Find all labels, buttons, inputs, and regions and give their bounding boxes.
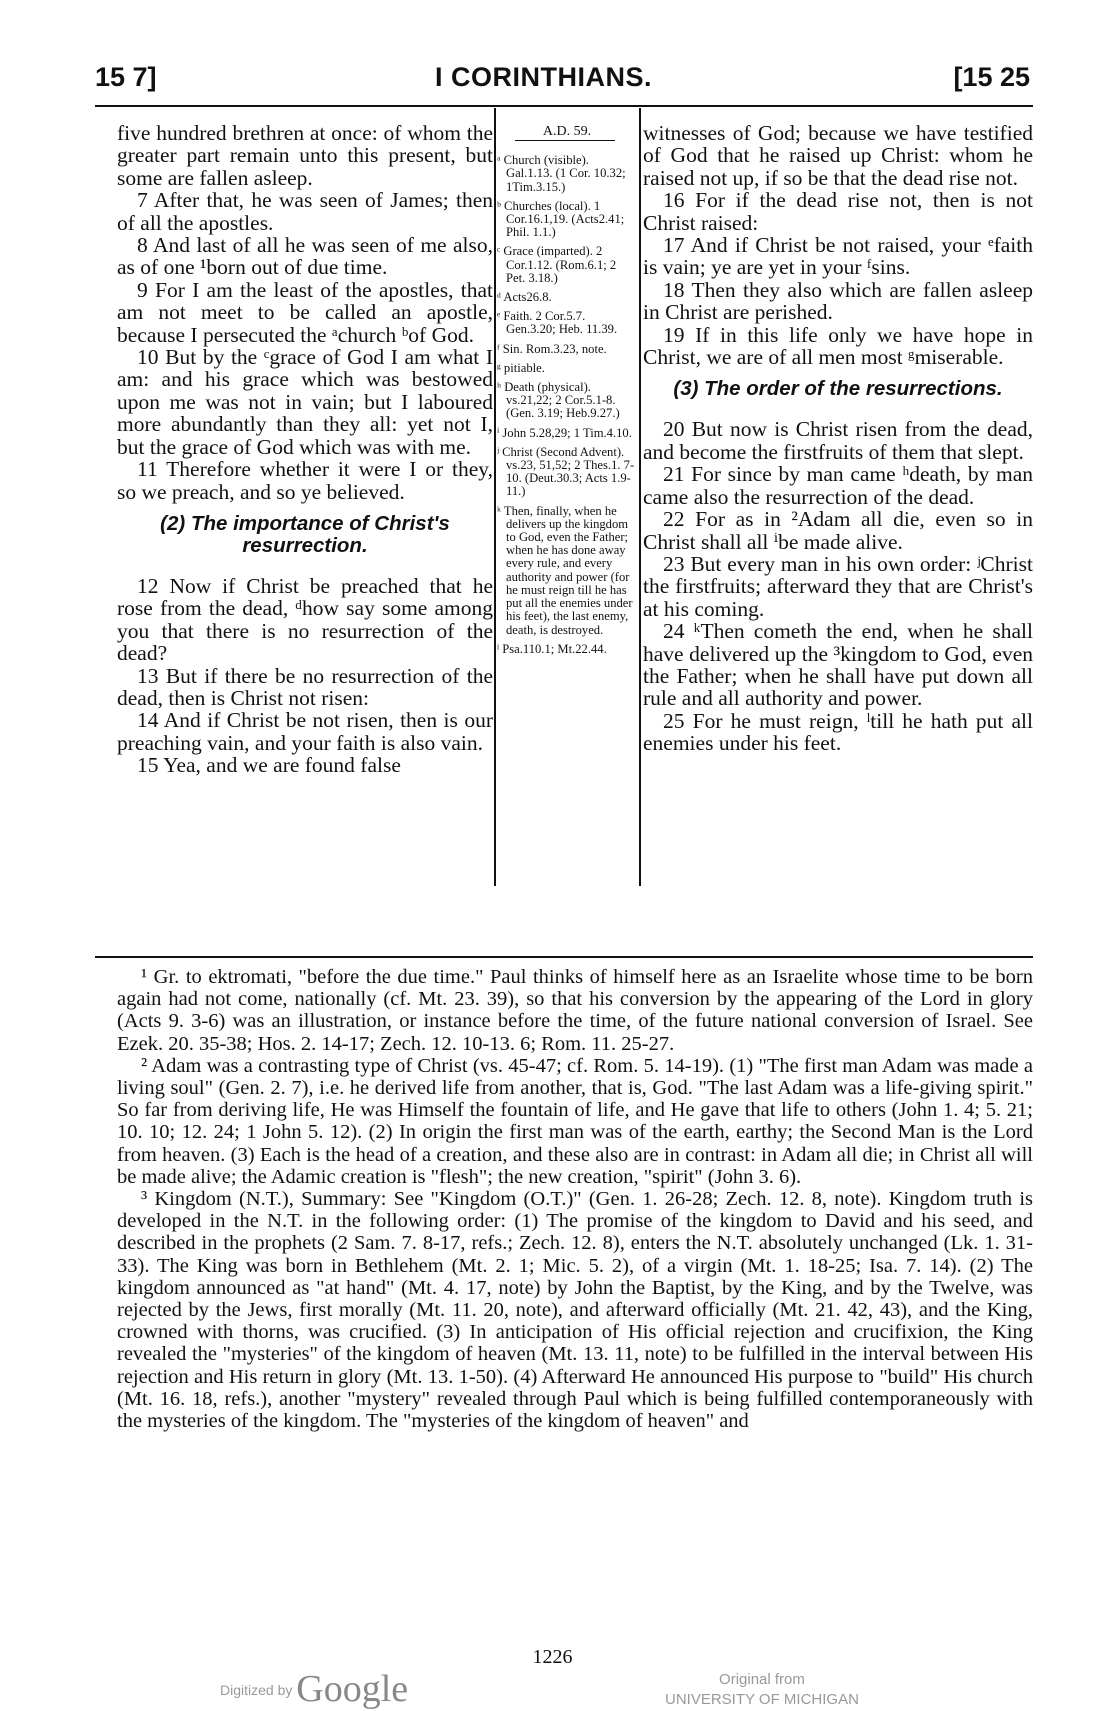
verse-paragraph: 24 ᵏThen cometh the end, when he shall have delivered up the ³kingdom to God, even the Father; when he shall have put down all rule and all authority and power. <box>643 619 1033 711</box>
verse-paragraph: 16 For if the dead rise not, then is not Christ raised: <box>643 188 1033 235</box>
verse-paragraph: 15 Yea, and we are found false <box>137 753 401 778</box>
header-left-reference: 15 7] <box>95 62 157 92</box>
margin-note: ʰ Death (physical). vs.21,22; 2 Cor.5.1-8. (Gen. 3.19; Heb.9.27.) <box>497 380 620 421</box>
verse-paragraph: 13 But if there be no resurrection of the dead, then is Christ not risen: <box>117 663 493 710</box>
footnote-rule <box>95 956 1033 958</box>
section-heading: (3) The order of the resurrections. <box>673 377 1003 401</box>
verse-paragraph: 12 Now if Christ be preached that he rose from the dead, ᵈhow say some among you that there is no resurrection of the dead? <box>117 573 493 666</box>
margin-note: ᵉ Faith. 2 Cor.5.7. Gen.3.20; Heb. 11.39. <box>497 309 618 337</box>
verse-paragraph: 9 For I am the least of the apostles, that am not meet to be called an apostle, because I persecuted the ᵃchurch ᵇof God. <box>117 277 493 347</box>
running-header <box>95 62 1030 100</box>
digitized-label: Digitized by <box>220 1682 293 1698</box>
page-number: 1226 <box>532 1646 573 1668</box>
verse-paragraph: 22 For as in ²Adam all die, even so in Christ shall all ⁱbe made alive. <box>643 507 1033 554</box>
footnote: ² Adam was a contrasting type of Christ (vs. 45-47; cf. Rom. 5. 14-19). (1) "The first man Adam was made a living soul" (Gen. 2. 7), i.e. he derived life from another, that is, God. "The last Adam was a life-giving spirit." So far from deriving life, He was Himself the fountain of life, and He gave that life to others (John 1. 4; 5. 21; 10. 10; 12. 24; 1 John 5. 12). (2) In origin the first man was of the earth, earthy; the Second Man is the Lord from heaven. (3) Each is the head of a creation, and these also are in contrast: in Adam all die; in Christ all will be made alive; the Adamic creation is "flesh"; the new creation, "spirit" (John 3. 6). <box>117 1054 1033 1188</box>
margin-note: ᶜ Grace (imparted). 2 Cor.1.12. (Rom.6.1; 2 Pet. 3.18.) <box>497 244 617 285</box>
verse-paragraph: 20 But now is Christ risen from the dead, and become the firstfruits of them that slept. <box>643 417 1033 464</box>
margin-note: ⁱ John 5.28,29; 1 Tim.4.10. <box>497 425 632 440</box>
margin-note: ʲ Christ (Second Advent). vs.23, 51,52; 2 Thes.1. 7-10. (Deut.30.3; Acts 1.9-11.) <box>497 444 635 499</box>
verse-paragraph: 23 But every man in his own order: ʲChrist the firstfruits; afterward they that are Christ's at his coming. <box>643 551 1033 621</box>
header-book-title: I CORINTHIANS. <box>435 62 653 92</box>
verse-paragraph: witnesses of God; because we have testified of God that he raised up Christ: whom he raised not up, if so be that the dead rise not. <box>643 121 1033 190</box>
column-divider-left <box>494 108 496 886</box>
verse-paragraph: 11 Therefore whether it were I or they, so we preach, and so ye believed. <box>117 457 493 504</box>
verse-paragraph: 7 After that, he was seen of James; then of all the apostles. <box>117 188 493 235</box>
verse-paragraph: 14 And if Christ be not risen, then is our preaching vain, and your faith is also vain. <box>117 708 493 755</box>
margin-note: ᵏ Then, finally, when he delivers up the kingdom to God, even the Father; when he has done away every rule, and every authority and power (for he must reign till he has put all the enemies under his feet), the last enemy, death, is destroyed. <box>497 503 633 637</box>
verse-paragraph: 19 If in this life only we have hope in Christ, we are of all men most ᵍmiserable. <box>643 322 1033 370</box>
original-source-watermark <box>665 1670 859 1710</box>
footnotes <box>117 966 1033 1432</box>
header-right-reference: [15 25 <box>953 62 1030 92</box>
margin-note: ᶠ Sin. Rom.3.23, note. <box>497 341 607 356</box>
section-heading: (2) The importance of Christ's resurrection. <box>160 511 450 557</box>
original-from-label: Original from <box>719 1671 805 1688</box>
margin-references-column <box>497 122 637 662</box>
original-source-name: UNIVERSITY OF MICHIGAN <box>665 1691 859 1708</box>
verse-paragraph: 17 And if Christ be not raised, your ᵉfaith is vain; ye are yet in your ᶠsins. <box>643 233 1033 280</box>
right-text-column <box>643 122 1033 755</box>
digitized-by-watermark <box>220 1667 408 1711</box>
column-divider-right <box>639 108 641 886</box>
verse-paragraph: five hundred brethren at once: of whom the greater part remain unto this present, but some are fallen asleep. <box>117 121 493 190</box>
header-rule <box>95 105 1033 107</box>
margin-note: ᵇ Churches (local). 1 Cor.16.1,19. (Acts2.41; Phil. 1.1.) <box>497 198 625 240</box>
footnote: ³ Kingdom (N.T.), Summary: See "Kingdom (O.T.)" (Gen. 1. 26-28; Zech. 12. 8, note). Kingdom truth is developed in the N.T. in the following order: (1) The promise of the kingdom to David and his seed, and described in the prophets (2 Sam. 7. 8-17, refs.; Zech. 12. 8), enters the N.T. absolutely unchanged (Lk. 1. 31-33). The King was born in Bethlehem (Mt. 2. 1; Mic. 5. 2), of a virgin (Mt. 1. 18-25; Isa. 7. 14). (2) The kingdom announced as "at hand" (Mt. 4. 17, note) by John the Baptist, by the King, and by the Twelve, was rejected by the Jews, first morally (Mt. 11. 20, note), and afterward officially (Mt. 21. 42, 43), and the King, crowned with thorns, was crucified. (3) In anticipation of His official rejection and crucifixion, the King revealed the "mysteries" of the kingdom of heaven (Mt. 13. 11, note) to be fulfilled in the interval between His rejection and His return in glory (Mt. 13. 1-50). (4) Afterward He announced His purpose to "build" His church (Mt. 16. 18, refs.), another "mystery" revealed through Paul which is being fulfilled contemporaneously with the mysteries of the kingdom. The "mysteries of the kingdom of heaven" and <box>117 1188 1033 1433</box>
footnote: ¹ Gr. to ektromati, "before the due time." Paul thinks of himself here as an Israelite whose time to be born again had not come, nationally (cf. Mt. 23. 39), so that his conversion by the appearing of the Lord in glory (Acts 9. 3-6) was an illustration, or instance before the time, of the future national conversion of Israel. See Ezek. 20. 35-38; Hos. 2. 14-17; Zech. 12. 10-13. 6; Rom. 11. 25-27. <box>117 966 1033 1055</box>
left-text-column <box>117 122 493 777</box>
margin-note: ᵈ Acts26.8. <box>497 290 552 305</box>
margin-note: ᵍ pitiable. <box>497 360 545 375</box>
google-logo: Google <box>296 1668 409 1710</box>
verse-paragraph: 10 But by the ᶜgrace of God I am what I am: and his grace which was bestowed upon me was not in vain; but I laboured more abundantly than they all: yet not I, but the grace of God which was with me. <box>117 345 493 459</box>
margin-note: ᵃ Church (visible). Gal.1.13. (1 Cor. 10.32; 1Tim.3.15.) <box>497 153 626 194</box>
verse-paragraph: 25 For he must reign, ˡtill he hath put all enemies under his feet. <box>643 708 1033 756</box>
margin-note: ˡ Psa.110.1; Mt.22.44. <box>497 641 607 656</box>
verse-paragraph: 8 And last of all he was seen of me also, as of one ¹born out of due time. <box>117 233 493 280</box>
verse-paragraph: 18 Then they also which are fallen asleep in Christ are perished. <box>643 277 1033 325</box>
verse-paragraph: 21 For since by man came ʰdeath, by man came also the resurrection of the dead. <box>643 462 1033 509</box>
margin-year: A.D. 59. <box>542 124 592 139</box>
